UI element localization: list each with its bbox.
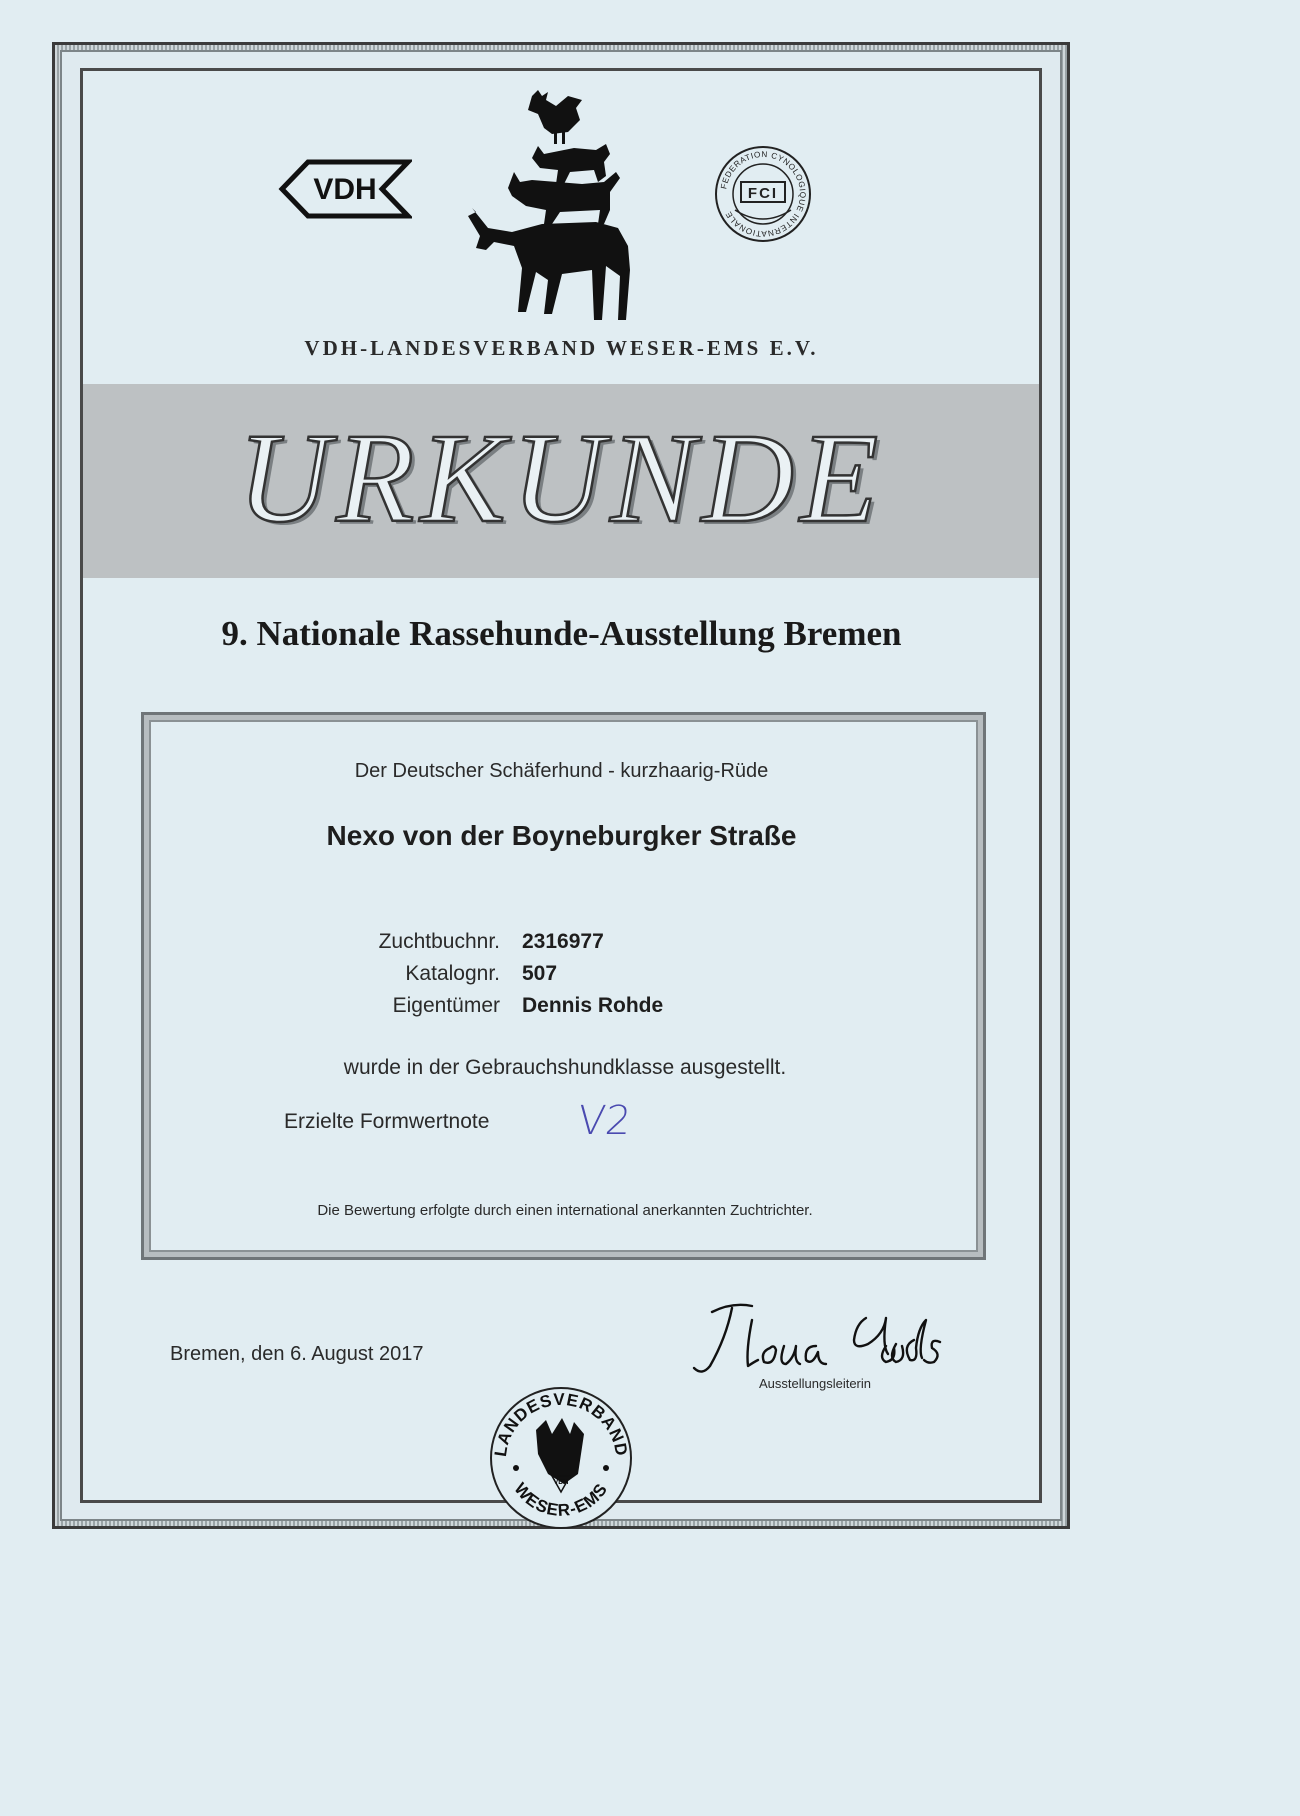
seal-bottom-text: WESER-EMS: [510, 1479, 612, 1520]
event-title: 9. Nationale Rassehunde-Ausstellung Bremen: [221, 614, 902, 653]
breed-line: Der Deutscher Schäferhund - kurzhaarig-Rüde: [354, 760, 769, 782]
vdh-logo: [278, 156, 412, 227]
fci-logo: [713, 144, 813, 249]
bremen-town-musicians-emblem: [462, 88, 642, 327]
show-class-line: wurde in der Gebrauchshundklasse ausgestellt.: [343, 1056, 787, 1079]
catalog-number-label: Katalognr.: [405, 962, 500, 985]
seal-center-text: VDH: [553, 1479, 569, 1486]
fci-logo-text: FCI: [747, 185, 779, 202]
place-date: Bremen, den 6. August 2017: [170, 1343, 424, 1365]
landesverband-seal: [486, 1380, 636, 1535]
certificate-title: URKUNDE: [237, 407, 885, 549]
catalog-number-value: 507: [522, 962, 558, 985]
grade-value: V2: [575, 1098, 634, 1144]
stud-book-number-value: 2316977: [522, 930, 604, 953]
judge-note: Die Bewertung erfolgte durch einen international anerkannten Zuchtrichter.: [317, 1202, 813, 1219]
owner-value: Dennis Rohde: [522, 994, 664, 1017]
grade-label: Erzielte Formwertnote: [284, 1110, 490, 1133]
certificate-info-box: [141, 712, 986, 1260]
signer-title: Ausstellungsleiterin: [759, 1376, 872, 1391]
stud-book-number-label: Zuchtbuchnr.: [378, 930, 500, 953]
vdh-logo-text: VDH: [313, 173, 377, 206]
fci-ring-text: FEDERATION CYNOLOGIQUE INTERNATIONALE: [719, 149, 808, 239]
seal-top-text: LANDESVERBAND: [490, 1389, 632, 1458]
owner-label: Eigentümer: [392, 994, 500, 1017]
dog-name: Nexo von der Boyneburgker Straße: [326, 820, 797, 851]
organization-name: VDH-LANDESVERBAND WESER-EMS E.V.: [304, 336, 819, 360]
